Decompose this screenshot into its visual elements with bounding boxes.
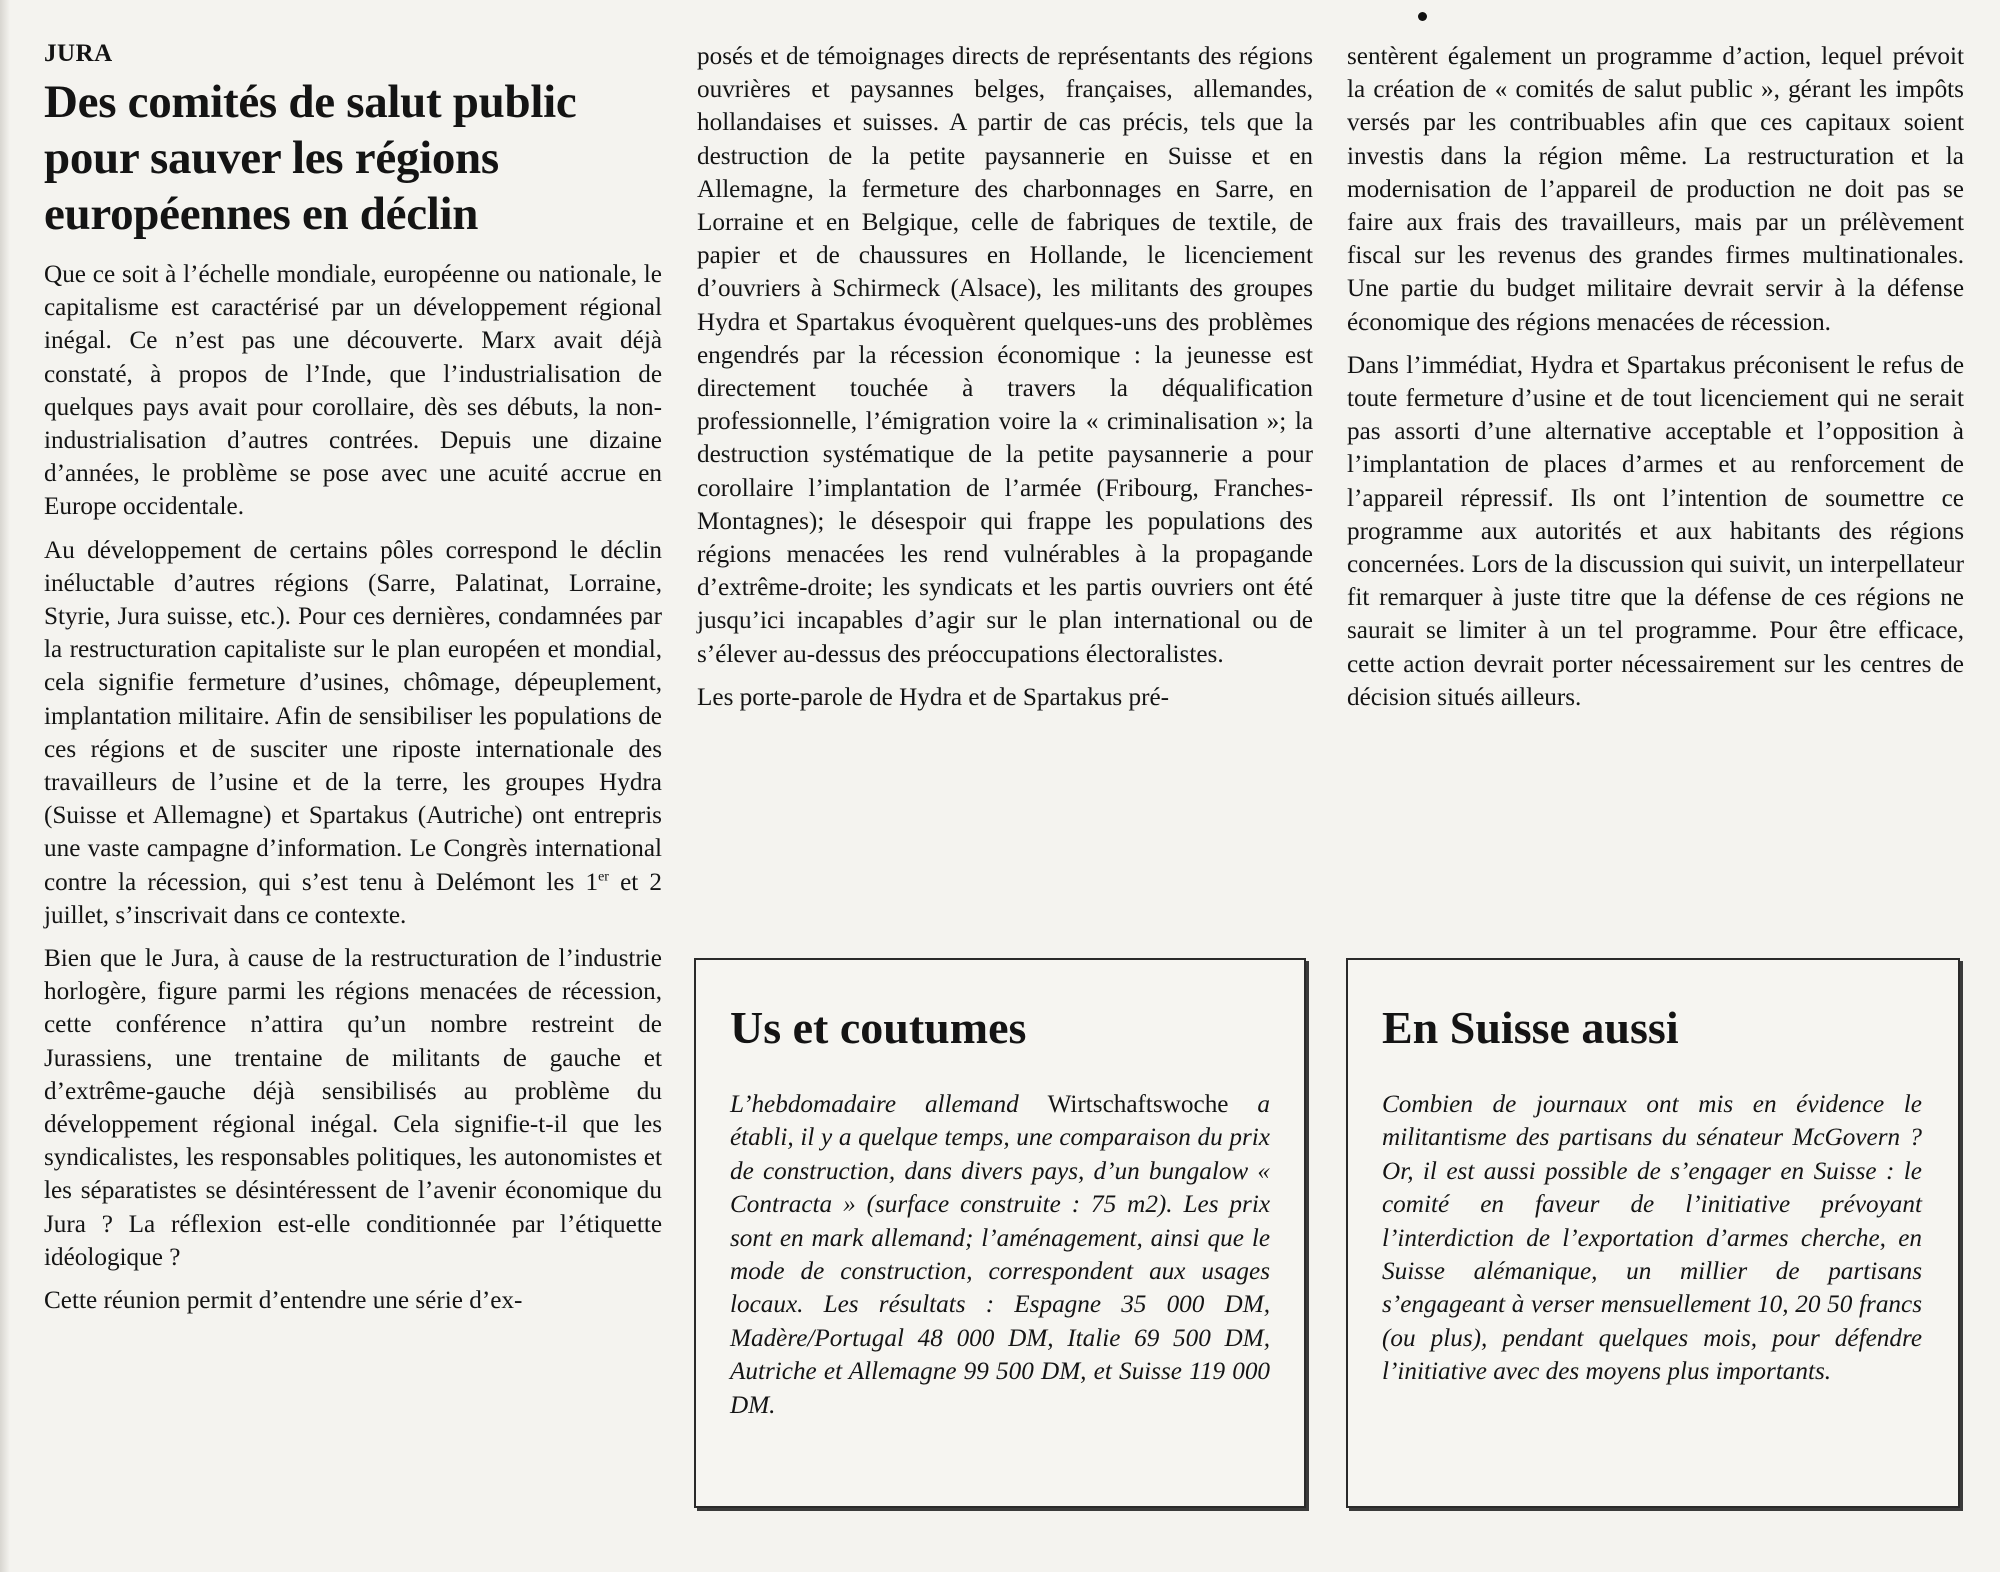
article-column-2 bbox=[697, 40, 1313, 724]
box-title: Us et coutumes bbox=[730, 1002, 1027, 1053]
paragraph-text: Au développement de certains pôles correspond le déclin inéluctable d’autres régions (Sarre, Palatinat, Lorraine, Styrie, Jura suisse, etc.). Pour ces dernières, condamnées par la restructuration capitaliste sur le plan européen et mondial, cela signifie fermeture d’usines, chômage, dépeuplement, implantation militaire. Afin de sensibiliser les populations de ces régions et de susciter une riposte internationale des travailleurs de l’usine et de la terre, les groupes Hydra (Suisse et Allemagne) et Spartakus (Autriche) ont entrepris une vaste campagne d’information. Le Congrès international contre la récession, qui s’est tenu à Delémont les 1 bbox=[44, 536, 662, 896]
article-paragraph: Les porte-parole de Hydra et de Spartakus pré- bbox=[697, 683, 1170, 711]
article-paragraph: Dans l’immédiat, Hydra et Spartakus préconisent le refus de toute fermeture d’usine et de tout licenciement qui ne serait pas assorti d’une alternative acceptable et l’opposition à l’implantation de places d’armes et au renforcement de l’appareil répressif. Ils ont l’intention de soumettre ce programme aux autorités et aux habitants des régions concernées. Lors de la discussion qui suivit, un interpellateur fit remarquer à juste titre que la défense de ces régions ne saurait se limiter à un tel programme. Pour être efficace, cette action devrait porter nécessairement sur les centres de décision situés ailleurs. bbox=[1347, 351, 1964, 711]
box-text-part: a établi, il y a quelque temps, une comparaison du prix de construction, dans divers pays, d’un bungalow « Contracta » (surface construite : 75 m2). Les prix sont en mark allemand; l’aménagement, ainsi que le mode de construction, correspondent aux usages locaux. Les résultats : Espagne 35 000 DM, Madère/Portugal 48 000 DM, Italie 69 500 DM, Autriche et Allemagne 99 500 DM, et Suisse 119 000 DM. bbox=[730, 1091, 1270, 1419]
article-paragraph: sentèrent également un programme d’action, lequel prévoit la création de « comités de salut public », gérant les impôts versés par les contribuables afin que ces capitaux soient investis dans la région même. La restructuration et la modernisation de l’appareil de production ne doit pas se faire aux frais des travailleurs, mais par un prélèvement fiscal sur les revenus des grandes firmes multinationales. Une partie du budget militaire devrait servir à la défense économique des régions menacées de récession. bbox=[1347, 43, 1964, 336]
article-paragraph: Que ce soit à l’échelle mondiale, européenne ou nationale, le capitalisme est caractérisé par un développement régional inégal. Ce n’est pas une découverte. Marx avait déjà constaté, à propos de l’Inde, que l’industrialisation de quelques pays avait pour corollaire, dès ses débuts, la non-industrialisation d’autres contrées. Depuis une dizaine d’années, le problème se pose avec une acuité accrue en Europe occidentale. bbox=[44, 261, 662, 521]
article-paragraph: Bien que le Jura, à cause de la restructuration de l’industrie horlogère, figure parmi les régions menacées de récession, cette conférence n’attira qu’un nombre restreint de Jurassiens, une trentaine de militants de gauche et d’extrême-gauche déjà sensibilisés au problème du développement régional inégal. Cela signifie-t-il que les syndicalistes, les responsables politiques, les autonomistes et les séparatistes se désintéressent de l’avenir économique du Jura ? La réflexion est-elle conditionnée par l’étiquette idéologique ? bbox=[44, 945, 662, 1271]
article-column-3 bbox=[1347, 40, 1964, 724]
sidebar-box-en-suisse-aussi bbox=[1346, 958, 1960, 1508]
box-text: Combien de journaux ont mis en évidence le militantisme des partisans du sénateur McGovern ? Or, il est aussi possible de s’engager en Suisse : le comité en faveur de l’initiative prévoyant l’interdiction de l’exportation d’armes cherche, en Suisse alémanique, un millier de partisans s’engageant à verser mensuellement 10, 20 50 francs (ou plus), pendant quelques mois, pour défendre l’initiative avec des moyens plus importants. bbox=[1382, 1091, 1922, 1386]
ordinal-suffix: er bbox=[598, 869, 609, 885]
article-paragraph: Cette réunion permit d’entendre une série d’ex- bbox=[44, 1287, 523, 1315]
section-rubric: JURA bbox=[44, 40, 113, 67]
box-text-part: L’hebdomadaire allemand bbox=[730, 1091, 1048, 1118]
box-title: En Suisse aussi bbox=[1382, 1002, 1679, 1053]
paragraph-text: et 2 juillet, s’inscrivait dans ce contexte. bbox=[44, 868, 662, 929]
publication-name: Wirtschaftswoche bbox=[1047, 1091, 1229, 1118]
article-headline: Des comités de salut public pour sauver les régions européennes en déclin bbox=[44, 76, 577, 240]
article-paragraph bbox=[44, 534, 662, 932]
page-spine-shadow bbox=[0, 0, 10, 1572]
print-dot bbox=[1418, 12, 1427, 21]
article-column-1 bbox=[44, 40, 662, 1327]
box-text bbox=[730, 1088, 1270, 1422]
sidebar-box-us-et-coutumes bbox=[694, 958, 1306, 1508]
article-paragraph: posés et de témoignages directs de représentants des régions ouvrières et paysannes belges, françaises, allemandes, hollandaises et suisses. A partir de cas précis, tels que la destruction de la petite paysannerie en Suisse et en Allemagne, la fermeture des charbonnages en Sarre, en Lorraine et en Belgique, celle de fabriques de textile, de papier et de chaussures en Hollande, le licenciement d’ouvriers à Schirmeck (Alsace), les militants des groupes Hydra et Spartakus évoquèrent quelques-uns des problèmes engendrés par la récession économique : la jeunesse est directement touchée à travers la déqualification professionnelle, l’émigration voire la « criminalisation »; la destruction systématique de la petite paysannerie a pour corollaire l’implantation de l’armée (Fribourg, Franches-Montagnes); le désespoir qui frappe les populations des régions menacées les rend vulnérables à la propagande d’extrême-droite; les syndicats et les partis ouvriers ont été jusqu’ici incapables d’agir sur le plan international ou de s’élever au-dessus des préoccupations électoralistes. bbox=[697, 43, 1313, 668]
